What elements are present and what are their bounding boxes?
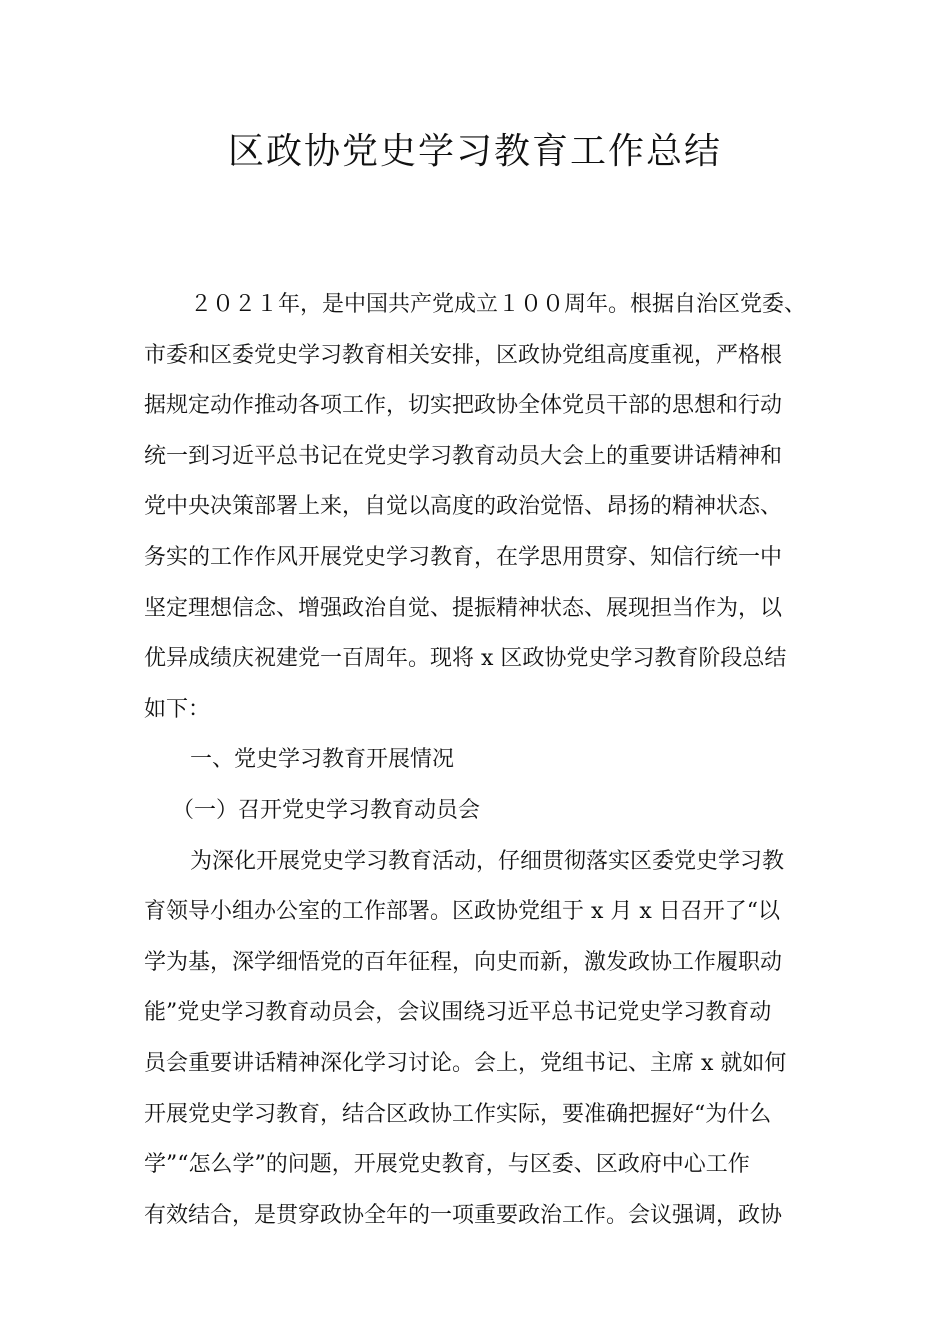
document-title: 区政协党史学习教育工作总结 <box>227 131 722 172</box>
paragraph-line: 如下： <box>144 696 211 722</box>
document-body <box>144 280 824 1241</box>
paragraph-line: 坚定理想信念、增强政治自觉、提振精神状态、展现担当作为，以 <box>144 595 783 621</box>
paragraph-line: 有效结合，是贯穿政协全年的一项重要政治工作。会议强调，政协 <box>144 1202 783 1228</box>
paragraph-line: ２０２１年，是中国共产党成立１００周年。根据自治区党委、 <box>190 292 807 317</box>
paragraph-line: 学”“怎么学”的问题，开展党史教育，与区委、区政府中心工作 <box>144 1152 750 1178</box>
paragraph-line: 开展党史学习教育，结合区政协工作实际，要准确把握好“为什么 <box>144 1101 772 1127</box>
paragraph-line: 员会重要讲话精神深化学习讨论。会上，党组书记、主席 x 就如何 <box>144 1050 787 1076</box>
paragraph-line: 市委和区委党史学习教育相关安排，区政协党组高度重视，严格根 <box>144 342 783 368</box>
paragraph-line: 能”党史学习教育动员会，会议围绕习近平总书记党史学习教育动 <box>144 1000 772 1026</box>
paragraph-line: 据规定动作推动各项工作，切实把政协全体党员干部的思想和行动 <box>144 393 783 419</box>
paragraph-line: 为深化开展党史学习教育活动，仔细贯彻落实区委党史学习教 <box>190 848 785 874</box>
paragraph-line: 学为基，深学细悟党的百年征程，向史而新，激发政协工作履职动 <box>144 949 783 975</box>
paragraph-line: 优异成绩庆祝建党一百周年。现将 x 区政协党史学习教育阶段总结 <box>144 646 787 672</box>
subsection-heading: （一）召开党史学习教育动员会 <box>172 797 481 823</box>
paragraph-line: 育领导小组办公室的工作部署。区政协党组于 x 月 x 日召开了“以 <box>144 899 781 925</box>
paragraph-line: 统一到习近平总书记在党史学习教育动员大会上的重要讲话精神和 <box>144 443 783 469</box>
paragraph-line: 务实的工作作风开展党史学习教育，在学思用贯穿、知信行统一中 <box>144 544 783 570</box>
paragraph-line: 党中央决策部署上来，自觉以高度的政治觉悟、昂扬的精神状态、 <box>144 494 783 520</box>
section-heading: 一、党史学习教育开展情况 <box>190 747 455 773</box>
